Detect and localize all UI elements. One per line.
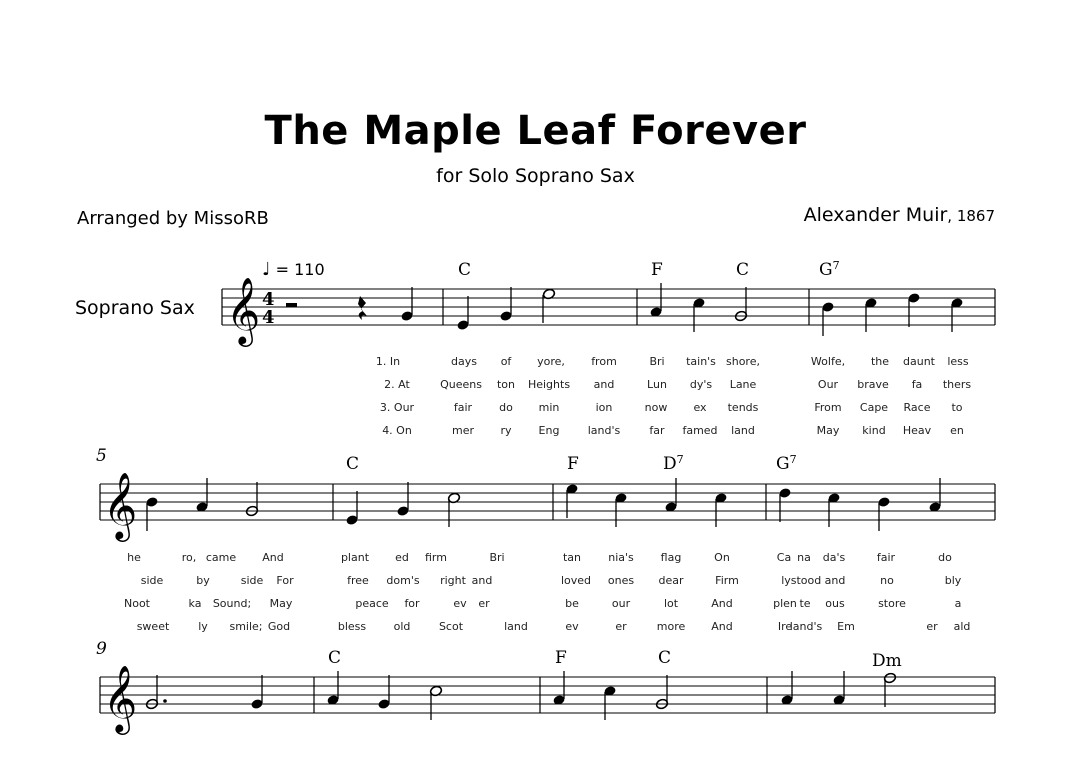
lyric-syllable: he <box>127 551 141 564</box>
lyric-syllable: by <box>196 574 210 587</box>
half-rest <box>286 303 297 307</box>
lyric-syllable: land's <box>587 424 621 437</box>
lyric-syllable: land <box>504 620 528 633</box>
lyric-syllable: ly <box>198 620 208 633</box>
lyric-syllable: Noot <box>123 597 151 610</box>
lyric-syllable: for <box>404 597 420 610</box>
chord-symbol: C <box>346 454 360 474</box>
time-signature-bottom: 4 <box>262 307 275 328</box>
lyric-syllable: ex <box>693 401 707 414</box>
treble-clef-icon: 𝄞 <box>103 664 138 732</box>
lyric-syllable: flag <box>660 551 682 564</box>
time-signature-top: 4 <box>262 289 275 310</box>
lyric-syllable: Em <box>837 620 855 633</box>
lyric-syllable: came <box>205 551 237 564</box>
lyric-syllable: ion <box>595 401 613 414</box>
lyric-syllable: ed <box>395 551 409 564</box>
lyric-syllable: fa <box>911 378 923 391</box>
lyric-syllable: from <box>591 355 617 368</box>
lyric-syllable: store <box>878 597 906 610</box>
staff-system-3 <box>100 664 995 735</box>
lyric-syllable: da's <box>822 551 846 564</box>
lyric-syllable: 1. In <box>375 355 401 368</box>
lyric-syllable: plen <box>773 597 797 610</box>
lyric-syllable: firm <box>425 551 447 564</box>
chord-symbol: F <box>651 260 663 280</box>
chord-symbol: $D^7$ <box>663 453 684 474</box>
lyric-syllable: and <box>824 574 846 587</box>
lyric-syllable: tends <box>727 401 759 414</box>
lyric-syllable: Eng <box>538 424 560 437</box>
lyric-syllable: be <box>565 597 579 610</box>
lyric-syllable: kind <box>862 424 886 437</box>
chord-symbol: F <box>555 648 567 668</box>
lyric-syllable: Cape <box>859 401 889 414</box>
lyric-syllable: to <box>951 401 963 414</box>
lyric-syllable: days <box>451 355 477 368</box>
lyric-syllable: yore, <box>537 355 565 368</box>
lyric-syllable: On <box>714 551 730 564</box>
lyric-syllable: daunt <box>903 355 935 368</box>
lyric-syllable: far <box>649 424 665 437</box>
lyric-syllable: ka <box>188 597 202 610</box>
lyric-syllable: smile; <box>229 620 263 633</box>
lyric-syllable: For <box>276 574 294 587</box>
composer-name: Alexander Muir <box>803 204 948 226</box>
chords-system-2 <box>346 453 797 474</box>
tempo-value: = 110 <box>275 260 325 279</box>
instrument-name: Soprano Sax <box>75 297 195 319</box>
lyric-syllable: a <box>954 597 962 610</box>
lyric-syllable: ton <box>496 378 516 391</box>
lyric-syllable: fair <box>453 401 473 414</box>
lyric-syllable: And <box>262 551 284 564</box>
lyric-syllable: bless <box>337 620 367 633</box>
lyric-syllable: And <box>711 620 733 633</box>
lyric-syllable: thers <box>942 378 972 391</box>
lyric-syllable: of <box>500 355 512 368</box>
lyric-syllable: May <box>816 424 840 437</box>
lyric-syllable: and <box>593 378 615 391</box>
lyric-syllable: free <box>347 574 369 587</box>
lyric-syllable: our <box>611 597 631 610</box>
lyric-syllable: er <box>478 597 490 610</box>
lyric-syllable: ous <box>825 597 845 610</box>
lyric-syllable: ald <box>953 620 971 633</box>
composer-year: , 1867 <box>947 207 995 225</box>
lyric-syllable: no <box>880 574 894 587</box>
lyric-syllable: lot <box>663 597 679 610</box>
lyric-syllable: do <box>938 551 952 564</box>
lyric-syllable: sweet <box>136 620 170 633</box>
lyric-syllable: Heav <box>902 424 932 437</box>
score-subtitle: for Solo Soprano Sax <box>436 165 635 187</box>
lyrics-system-1 <box>376 355 972 437</box>
lyric-syllable: 2. At <box>384 378 410 391</box>
lyric-syllable: now <box>644 401 668 414</box>
lyric-syllable: te <box>799 597 811 610</box>
lyric-syllable: less <box>947 355 969 368</box>
measure-number: 9 <box>96 639 107 659</box>
chord-symbol: C <box>458 260 472 280</box>
lyric-syllable: more <box>656 620 686 633</box>
lyric-syllable: Race <box>903 401 931 414</box>
lyric-syllable: ro, <box>181 551 197 564</box>
lyric-syllable: Our <box>817 378 839 391</box>
chords-system-3 <box>328 648 902 671</box>
lyric-syllable: tan <box>562 551 582 564</box>
lyric-syllable: plant <box>340 551 370 564</box>
arranger-credit: Arranged by MissoRB <box>77 208 269 229</box>
lyric-syllable: Lun <box>647 378 667 391</box>
lyric-syllable: side <box>240 574 264 587</box>
lyric-syllable: side <box>140 574 164 587</box>
lyric-syllable: min <box>538 401 560 414</box>
lyric-syllable: Ire <box>777 620 793 633</box>
lyric-syllable: dy's <box>689 378 713 391</box>
lyric-syllable: tain's <box>686 355 716 368</box>
lyric-syllable: dear <box>658 574 684 587</box>
lyric-syllable: ly <box>781 574 791 587</box>
lyric-syllable: Wolfe, <box>810 355 846 368</box>
lyric-syllable: dom's <box>386 574 420 587</box>
chord-symbol: C <box>328 648 342 668</box>
lyric-syllable: shore, <box>726 355 760 368</box>
chord-symbol: C <box>658 648 672 668</box>
quarter-note-icon: ♩ <box>262 259 271 280</box>
lyric-syllable: ev <box>453 597 467 610</box>
lyric-syllable: ev <box>565 620 579 633</box>
lyric-syllable: en <box>950 424 964 437</box>
lyric-syllable: 4. On <box>382 424 412 437</box>
lyric-syllable: land's <box>789 620 823 633</box>
treble-clef-icon: 𝄞 <box>226 276 261 344</box>
chord-symbol: C <box>736 260 750 280</box>
lyric-syllable: na <box>797 551 811 564</box>
lyric-syllable: Lane <box>729 378 757 391</box>
lyric-syllable: God <box>267 620 291 633</box>
chords-system-1 <box>458 259 840 280</box>
lyric-syllable: old <box>393 620 411 633</box>
treble-clef-icon: 𝄞 <box>103 471 138 539</box>
lyric-syllable: Ca <box>776 551 792 564</box>
lyric-syllable: peace <box>355 597 389 610</box>
lyric-syllable: mer <box>451 424 475 437</box>
lyric-syllable: 3. Our <box>379 401 415 414</box>
lyric-syllable: er <box>615 620 627 633</box>
chord-symbol: $G^7$ <box>819 259 840 280</box>
chord-symbol: Dm <box>872 651 902 671</box>
lyric-syllable: ones <box>607 574 635 587</box>
lyric-syllable: Sound; <box>212 597 252 610</box>
lyric-syllable: the <box>870 355 890 368</box>
measure-number: 5 <box>96 446 107 466</box>
lyric-syllable: Scot <box>438 620 464 633</box>
chord-symbol: $G^7$ <box>776 453 797 474</box>
lyric-syllable: right <box>440 574 466 587</box>
lyric-syllable: famed <box>682 424 718 437</box>
lyric-syllable: loved <box>560 574 592 587</box>
lyric-syllable: do <box>499 401 513 414</box>
lyric-syllable: er <box>926 620 938 633</box>
lyric-syllable: Firm <box>715 574 739 587</box>
lyric-syllable: From <box>814 401 842 414</box>
staff-system-1 <box>222 276 995 347</box>
lyrics-system-2 <box>124 551 970 633</box>
lyric-syllable: Heights <box>527 378 571 391</box>
lyric-syllable: Bri <box>489 551 505 564</box>
lyric-syllable: land <box>731 424 755 437</box>
lyric-syllable: brave <box>857 378 889 391</box>
chord-symbol: F <box>567 454 579 474</box>
score-title: The Maple Leaf Forever <box>264 108 807 154</box>
lyric-syllable: bly <box>944 574 962 587</box>
lyric-syllable: Bri <box>649 355 665 368</box>
lyric-syllable: And <box>711 597 733 610</box>
dot <box>163 699 167 703</box>
staff-system-2 <box>100 471 995 542</box>
lyric-syllable: fair <box>876 551 896 564</box>
lyric-syllable: Queens <box>440 378 482 391</box>
lyric-syllable: ry <box>500 424 512 437</box>
lyric-syllable: May <box>269 597 293 610</box>
lyric-syllable: and <box>471 574 493 587</box>
lyric-syllable: stood <box>790 574 822 587</box>
lyric-syllable: nia's <box>608 551 634 564</box>
